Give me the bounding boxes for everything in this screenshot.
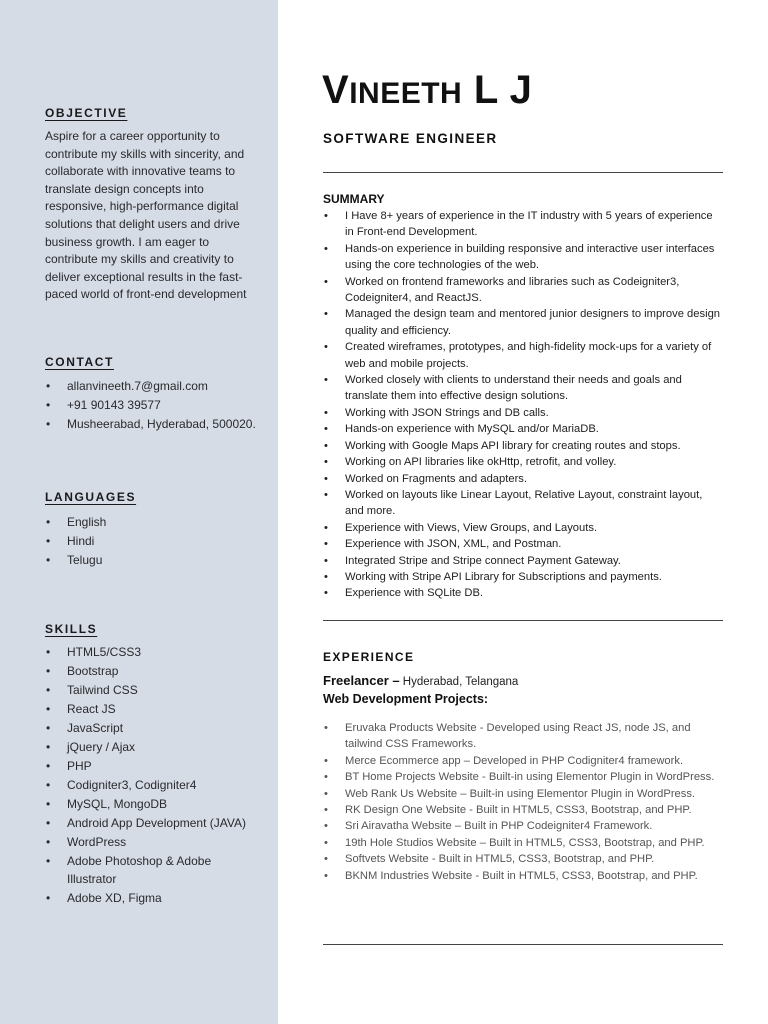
job-location: Hyderabad, Telangana xyxy=(399,676,519,688)
divider xyxy=(323,172,723,173)
project-item: • Sri Airavatha Website – Built in PHP Codeigniter4 Framework. xyxy=(323,818,728,834)
skill-item: • React JS xyxy=(45,701,260,719)
contact-phone[interactable]: • +91 90143 39577 xyxy=(45,397,260,415)
experience-heading: EXPERIENCE xyxy=(323,650,415,664)
contact-address: • Musheerabad, Hyderabad, 500020. xyxy=(45,416,260,434)
skill-item: • MySQL, MongoDB xyxy=(45,796,260,814)
project-item: • Web Rank Us Website – Built-in using Elementor Plugin in WordPress. xyxy=(323,786,728,802)
project-item: • Merce Ecommerce app – Developed in PHP Codigniter4 framework. xyxy=(323,753,728,769)
skill-item: • Tailwind CSS xyxy=(45,682,260,700)
summary-item: • Worked on frontend frameworks and libraries such as Codeigniter3, Codeigniter4, and ReactJS. xyxy=(323,274,723,307)
summary-item: • Worked on layouts like Linear Layout, Relative Layout, constraint layout, and more. xyxy=(323,487,723,520)
contact-email[interactable]: • allanvineeth.7@gmail.com xyxy=(45,378,260,396)
summary-item: • Hands-on experience in building responsive and interactive user interfaces using the core technologies of the web. xyxy=(323,241,723,274)
language-item: • English xyxy=(45,514,260,532)
skill-item: • Adobe XD, Figma xyxy=(45,890,260,908)
languages-list xyxy=(45,514,260,571)
divider xyxy=(323,944,723,945)
job-role: SOFTWARE ENGINEER xyxy=(323,131,498,146)
summary-item: • Worked closely with clients to understand their needs and goals and translate them into effective design solutions. xyxy=(323,372,723,405)
summary-item: • Managed the design team and mentored junior designers to improve design quality and efficiency. xyxy=(323,306,723,339)
summary-item: • Worked on Fragments and adapters. xyxy=(323,471,723,487)
contact-list xyxy=(45,378,260,435)
project-item: • Softvets Website - Built in HTML5, CSS3, Bootstrap, and PHP. xyxy=(323,851,728,867)
summary-heading: SUMMARY xyxy=(323,192,385,206)
summary-item: • Working on API libraries like okHttp, retrofit, and volley. xyxy=(323,454,723,470)
language-item: • Telugu xyxy=(45,552,260,570)
objective-text: Aspire for a career opportunity to contribute my skills with sincerity, and collaborate with innovative teams to translate design concepts into responsive, high-performance digital solutions that delight users and drive business growth. I am eager to contribute my skills and creativity to deliver exceptional results in the fast-paced world of front-end development xyxy=(45,129,247,302)
project-item: • BKNM Industries Website - Built in HTML5, CSS3, Bootstrap, and PHP. xyxy=(323,868,728,884)
summary-item: • Created wireframes, prototypes, and high-fidelity mock-ups for a variety of web and mobile projects. xyxy=(323,339,723,372)
name-initial: V xyxy=(322,68,350,112)
summary-item: • Working with Stripe API Library for Subscriptions and payments. xyxy=(323,569,723,585)
job-line xyxy=(323,673,518,688)
skill-item: • Bootstrap xyxy=(45,663,260,681)
contact-heading: CONTACT xyxy=(45,355,114,369)
project-item: • RK Design One Website - Built in HTML5, CSS3, Bootstrap, and PHP. xyxy=(323,802,728,818)
job-title: Freelancer – xyxy=(323,673,400,688)
summary-item: • Integrated Stripe and Stripe connect Payment Gateway. xyxy=(323,553,723,569)
summary-item: • I Have 8+ years of experience in the IT industry with 5 years of experience in Front-end Development. xyxy=(323,208,723,241)
divider xyxy=(323,620,723,621)
skill-item: • Adobe Photoshop & Adobe Illustrator xyxy=(45,853,260,888)
candidate-name xyxy=(322,68,532,113)
summary-item: • Working with JSON Strings and DB calls. xyxy=(323,405,723,421)
summary-item: • Hands-on experience with MySQL and/or MariaDB. xyxy=(323,421,723,437)
project-item: • Eruvaka Products Website - Developed using React JS, node JS, and tailwind CSS Frameworks. xyxy=(323,720,728,753)
skills-list xyxy=(45,644,260,909)
summary-item: • Working with Google Maps API library for creating routes and stops. xyxy=(323,438,723,454)
language-item: • Hindi xyxy=(45,533,260,551)
name-last: L J xyxy=(473,68,533,112)
skill-item: • Android App Development (JAVA) xyxy=(45,815,260,833)
projects-heading: Web Development Projects: xyxy=(323,692,489,706)
languages-heading: LANGUAGES xyxy=(45,490,137,504)
project-item: • 19th Hole Studios Website – Built in HTML5, CSS3, Bootstrap, and PHP. xyxy=(323,835,728,851)
skill-item: • jQuery / Ajax xyxy=(45,739,260,757)
summary-list xyxy=(323,208,723,602)
skill-item: • WordPress xyxy=(45,834,260,852)
skill-item: • JavaScript xyxy=(45,720,260,738)
skill-item: • HTML5/CSS3 xyxy=(45,644,260,662)
sidebar xyxy=(0,0,278,1024)
summary-item: • Experience with Views, View Groups, and Layouts. xyxy=(323,520,723,536)
skill-item: • Codigniter3, Codigniter4 xyxy=(45,777,260,795)
name-first-rest: INEETH xyxy=(349,77,463,110)
objective-heading: OBJECTIVE xyxy=(45,106,128,120)
main-content xyxy=(278,0,768,1024)
skill-item: • PHP xyxy=(45,758,260,776)
summary-item: • Experience with JSON, XML, and Postman. xyxy=(323,536,723,552)
summary-item: • Experience with SQLite DB. xyxy=(323,585,723,601)
skills-heading: SKILLS xyxy=(45,622,98,636)
projects-list xyxy=(323,720,728,884)
project-item: • BT Home Projects Website - Built-in using Elementor Plugin in WordPress. xyxy=(323,769,728,785)
